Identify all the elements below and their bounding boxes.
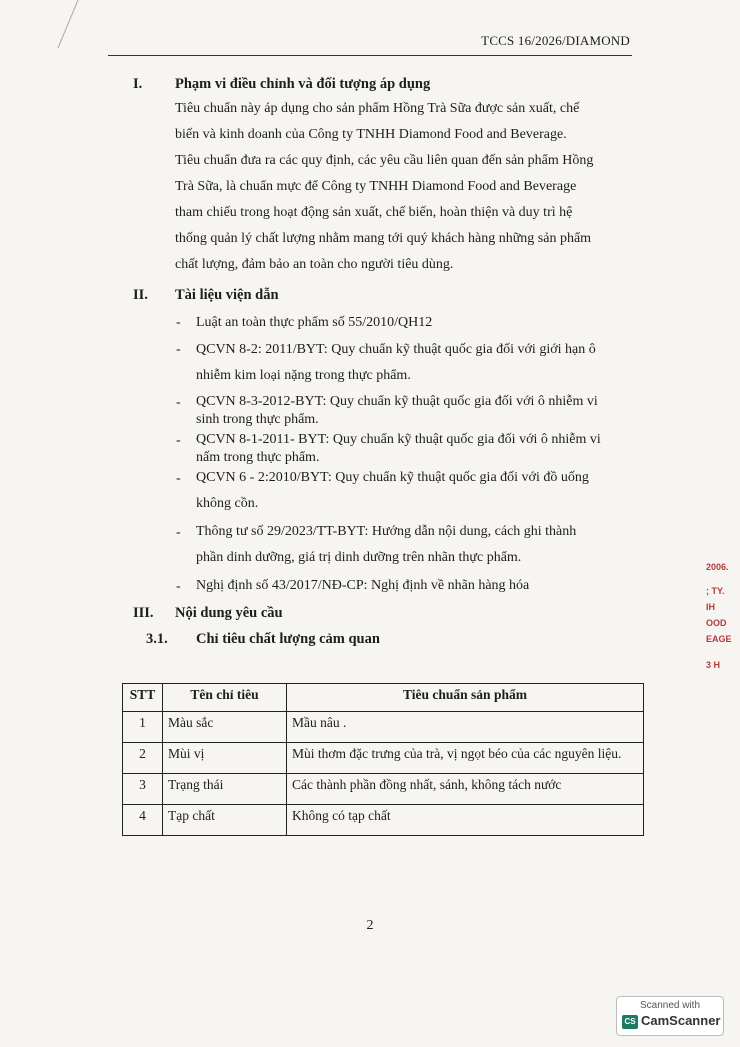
cell-standard: Các thành phần đồng nhất, sánh, không tách nước (287, 774, 644, 805)
sensory-criteria-table (122, 683, 644, 836)
reference-item (196, 465, 589, 517)
camscanner-logo-icon: CS (622, 1015, 638, 1029)
paragraph-line: Tiêu chuẩn đưa ra các quy định, các yêu cầu liên quan đến sản phẩm Hồng (175, 153, 594, 168)
header-product-standard: Tiêu chuẩn sản phẩm (287, 684, 644, 712)
cell-criteria: Mùi vị (163, 743, 287, 774)
reference-item (196, 310, 432, 336)
reference-line: Nghị định số 43/2017/NĐ-CP: Nghị định về nhãn hàng hóa (196, 578, 530, 593)
cell-criteria: Trạng thái (163, 774, 287, 805)
stamp-text: 3 H (706, 660, 721, 670)
paragraph-line: tham chiếu trong hoạt động sản xuất, chế biến, hoàn thiện và duy trì hệ (175, 205, 573, 220)
section-2-number: II. (133, 287, 148, 303)
reference-item (196, 337, 596, 389)
section-2-title: Tài liệu viện dẫn (175, 287, 279, 303)
subsection-number: 3.1. (146, 631, 168, 647)
scanned-with-label: Scanned with (639, 1000, 701, 1011)
table-row (123, 743, 644, 774)
header-criteria-name: Tên chỉ tiêu (163, 684, 287, 712)
paragraph-line: chất lượng, đảm bảo an toàn cho người tiêu dùng. (175, 257, 454, 272)
reference-item (196, 519, 576, 571)
scan-edge-line (40, 0, 100, 80)
cell-stt: 1 (123, 712, 163, 743)
reference-item (196, 393, 598, 429)
cell-stt: 2 (123, 743, 163, 774)
document-code: TCCS 16/2026/DIAMOND (481, 33, 630, 48)
subsection-title: Chỉ tiêu chất lượng cảm quan (196, 631, 380, 647)
reference-line: sinh trong thực phẩm. (196, 412, 319, 427)
paragraph-line: biến và kinh doanh của Công ty TNHH Diamond Food and Beverage. (175, 127, 567, 142)
stamp-text: IH (706, 602, 715, 612)
paragraph-line: thống quản lý chất lượng nhằm mang tới quý khách hàng những sản phẩm (175, 231, 592, 246)
bullet-dash: - (176, 342, 181, 357)
cell-stt: 3 (123, 774, 163, 805)
table-header-row (123, 684, 644, 712)
header-stt: STT (123, 684, 163, 712)
bullet-dash: - (176, 433, 181, 448)
stamp-text: OOD (706, 618, 727, 628)
paragraph-line: Tiêu chuẩn này áp dụng cho sản phẩm Hồng Trà Sữa được sản xuất, chế (175, 101, 580, 116)
stamp-text: EAGE (706, 634, 732, 644)
reference-line: nấm trong thực phẩm. (196, 450, 320, 465)
paragraph-line: Trà Sữa, là chuẩn mực để Công ty TNHH Diamond Food and Beverage (175, 179, 577, 194)
reference-line: Thông tư số 29/2023/TT-BYT: Hướng dẫn nội dung, cách ghi thành (196, 524, 577, 539)
camscanner-badge (616, 996, 724, 1036)
reference-line: phần dinh dưỡng, giá trị dinh dưỡng trên nhãn thực phẩm. (196, 550, 522, 565)
reference-line: Luật an toàn thực phẩm số 55/2010/QH12 (196, 315, 433, 330)
table-row (123, 774, 644, 805)
section-3-number: III. (133, 605, 154, 621)
reference-line: QCVN 8-1-2011- BYT: Quy chuẩn kỹ thuật quốc gia đối với ô nhiễm vi (196, 432, 601, 447)
reference-line: không cồn. (196, 496, 259, 511)
cell-criteria: Tạp chất (163, 805, 287, 836)
section-1-title: Phạm vi điều chỉnh và đối tượng áp dụng (175, 76, 431, 92)
stamp-text: 2006. (706, 562, 729, 572)
table-row (123, 712, 644, 743)
table-row (123, 805, 644, 836)
header-divider (108, 55, 632, 56)
bullet-dash: - (176, 395, 181, 410)
cell-standard: Không có tạp chất (287, 805, 644, 836)
reference-line: nhiễm kim loại nặng trong thực phẩm. (196, 368, 411, 383)
reference-line: QCVN 8-2: 2011/BYT: Quy chuẩn kỹ thuật quốc gia đối với giới hạn ô (196, 342, 596, 357)
camscanner-name: CamScanner (641, 1013, 721, 1028)
reference-item (196, 431, 601, 467)
stamp-text: ; TY. (706, 586, 725, 596)
cell-standard: Mầu nâu . (287, 712, 644, 743)
cell-criteria: Màu sắc (163, 712, 287, 743)
section-1-paragraph (175, 96, 593, 278)
section-3-title: Nội dung yêu cầu (175, 605, 283, 621)
cell-standard: Mùi thơm đặc trưng của trà, vị ngọt béo của các nguyên liệu. (287, 743, 644, 774)
reference-line: QCVN 8-3-2012-BYT: Quy chuẩn kỹ thuật quốc gia đối với ô nhiễm vi (196, 394, 598, 409)
reference-item (196, 573, 529, 599)
reference-line: QCVN 6 - 2:2010/BYT: Quy chuẩn kỹ thuật quốc gia đối với đồ uống (196, 470, 589, 485)
bullet-dash: - (176, 525, 181, 540)
bullet-dash: - (176, 315, 181, 330)
section-1-number: I. (133, 76, 143, 92)
company-stamp-partial (702, 552, 740, 682)
bullet-dash: - (176, 579, 181, 594)
cell-stt: 4 (123, 805, 163, 836)
page-number: 2 (366, 918, 374, 933)
bullet-dash: - (176, 471, 181, 486)
